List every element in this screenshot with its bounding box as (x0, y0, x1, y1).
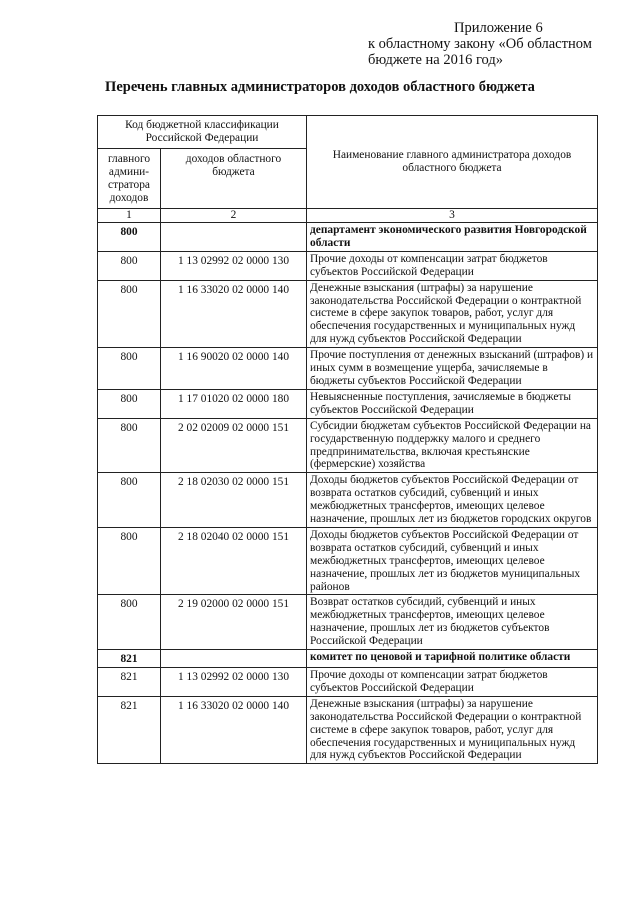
table-row (98, 389, 598, 418)
income-code-cell (161, 650, 307, 668)
name-cell: Прочие доходы от компенсации затрат бюджетов субъектов Российской Федерации (307, 668, 598, 697)
table-row (98, 223, 598, 252)
table-row (98, 595, 598, 650)
income-code-cell (161, 223, 307, 252)
income-code-cell: 1 16 33020 02 0000 140 (161, 696, 307, 764)
header-kbk: Код бюджетной классификации Российской Федерации (98, 116, 307, 149)
name-cell: Денежные взыскания (штрафы) за нарушение законодательства Российской Федерации о контрактной системе в сфере закупок товаров, работ, услуг для обеспечения государственных и муниципальных нужд для нужд субъектов Российской Федерации (307, 696, 598, 764)
header-name: Наименование главного администратора доходов областного бюджета (307, 116, 598, 209)
appendix-law-line: к областному закону «Об областном (368, 36, 592, 52)
column-number: 1 (98, 209, 161, 223)
admin-code-cell: 821 (98, 668, 161, 697)
table-row (98, 280, 598, 348)
name-cell: Доходы бюджетов субъектов Российской Федерации от возврата остатков субсидий, субвенций и иных межбюджетных трансфертов, имеющих целевое назначение, прошлых лет из бюджетов городских округов (307, 473, 598, 528)
appendix-header (368, 20, 628, 68)
header-admin: главного админи-стратора доходов (98, 149, 161, 209)
admin-code-cell: 800 (98, 251, 161, 280)
table-row (98, 348, 598, 390)
income-code-cell: 1 16 33020 02 0000 140 (161, 280, 307, 348)
name-cell: комитет по ценовой и тарифной политике области (307, 650, 598, 668)
table-row (98, 696, 598, 764)
admin-code-cell: 800 (98, 473, 161, 528)
admin-code-cell: 800 (98, 223, 161, 252)
admin-code-cell: 800 (98, 280, 161, 348)
table-row (98, 473, 598, 528)
income-code-cell: 1 13 02992 02 0000 130 (161, 251, 307, 280)
admin-code-cell: 800 (98, 595, 161, 650)
admin-code-cell: 800 (98, 418, 161, 473)
income-code-cell: 1 16 90020 02 0000 140 (161, 348, 307, 390)
name-cell: Денежные взыскания (штрафы) за нарушение законодательства Российской Федерации о контрактной системе в сфере закупок товаров, работ, услуг для обеспечения государственных и муниципальных нужд для нужд субъектов Российской Федерации (307, 280, 598, 348)
name-cell: Доходы бюджетов субъектов Российской Федерации от возврата остатков субсидий, субвенций и иных межбюджетных трансфертов, имеющих целевое назначение, прошлых лет из бюджетов муниципальных районов (307, 527, 598, 595)
income-code-cell: 2 18 02040 02 0000 151 (161, 527, 307, 595)
income-code-cell: 2 02 02009 02 0000 151 (161, 418, 307, 473)
admin-code-cell: 800 (98, 527, 161, 595)
appendix-number: Приложение 6 (454, 20, 543, 36)
name-cell: Возврат остатков субсидий, субвенций и иных межбюджетных трансфертов, имеющих целевое назначение, прошлых лет из бюджетов субъектов Российской Федерации (307, 595, 598, 650)
income-code-cell: 1 17 01020 02 0000 180 (161, 389, 307, 418)
table-body (98, 223, 598, 764)
admin-code-cell: 800 (98, 348, 161, 390)
appendix-law-line-2: бюджете на 2016 год» (368, 52, 504, 68)
name-cell: Невыясненные поступления, зачисляемые в бюджеты субъектов Российской Федерации (307, 389, 598, 418)
table-row (98, 251, 598, 280)
administrators-table (97, 115, 598, 764)
table-row (98, 668, 598, 697)
income-code-cell: 2 19 02000 02 0000 151 (161, 595, 307, 650)
income-code-cell: 1 13 02992 02 0000 130 (161, 668, 307, 697)
admin-code-cell: 800 (98, 389, 161, 418)
admin-code-cell: 821 (98, 696, 161, 764)
name-cell: Субсидии бюджетам субъектов Российской Федерации на государственную поддержку малого и среднего предпринимательства, включая крестьянские (фермерские) хозяйства (307, 418, 598, 473)
table-row (98, 650, 598, 668)
column-number: 2 (161, 209, 307, 223)
table-row (98, 527, 598, 595)
table-row (98, 418, 598, 473)
document-title: Перечень главных администраторов доходов областного бюджета (105, 79, 535, 95)
admin-code-cell: 821 (98, 650, 161, 668)
name-cell: Прочие поступления от денежных взысканий (штрафов) и иных сумм в возмещение ущерба, зачисляемые в бюджеты субъектов Российской Федерации (307, 348, 598, 390)
name-cell: Прочие доходы от компенсации затрат бюджетов субъектов Российской Федерации (307, 251, 598, 280)
name-cell: департамент экономического развития Новгородской области (307, 223, 598, 252)
income-code-cell: 2 18 02030 02 0000 151 (161, 473, 307, 528)
header-income: доходов областного бюджета (161, 149, 307, 209)
column-number: 3 (307, 209, 598, 223)
